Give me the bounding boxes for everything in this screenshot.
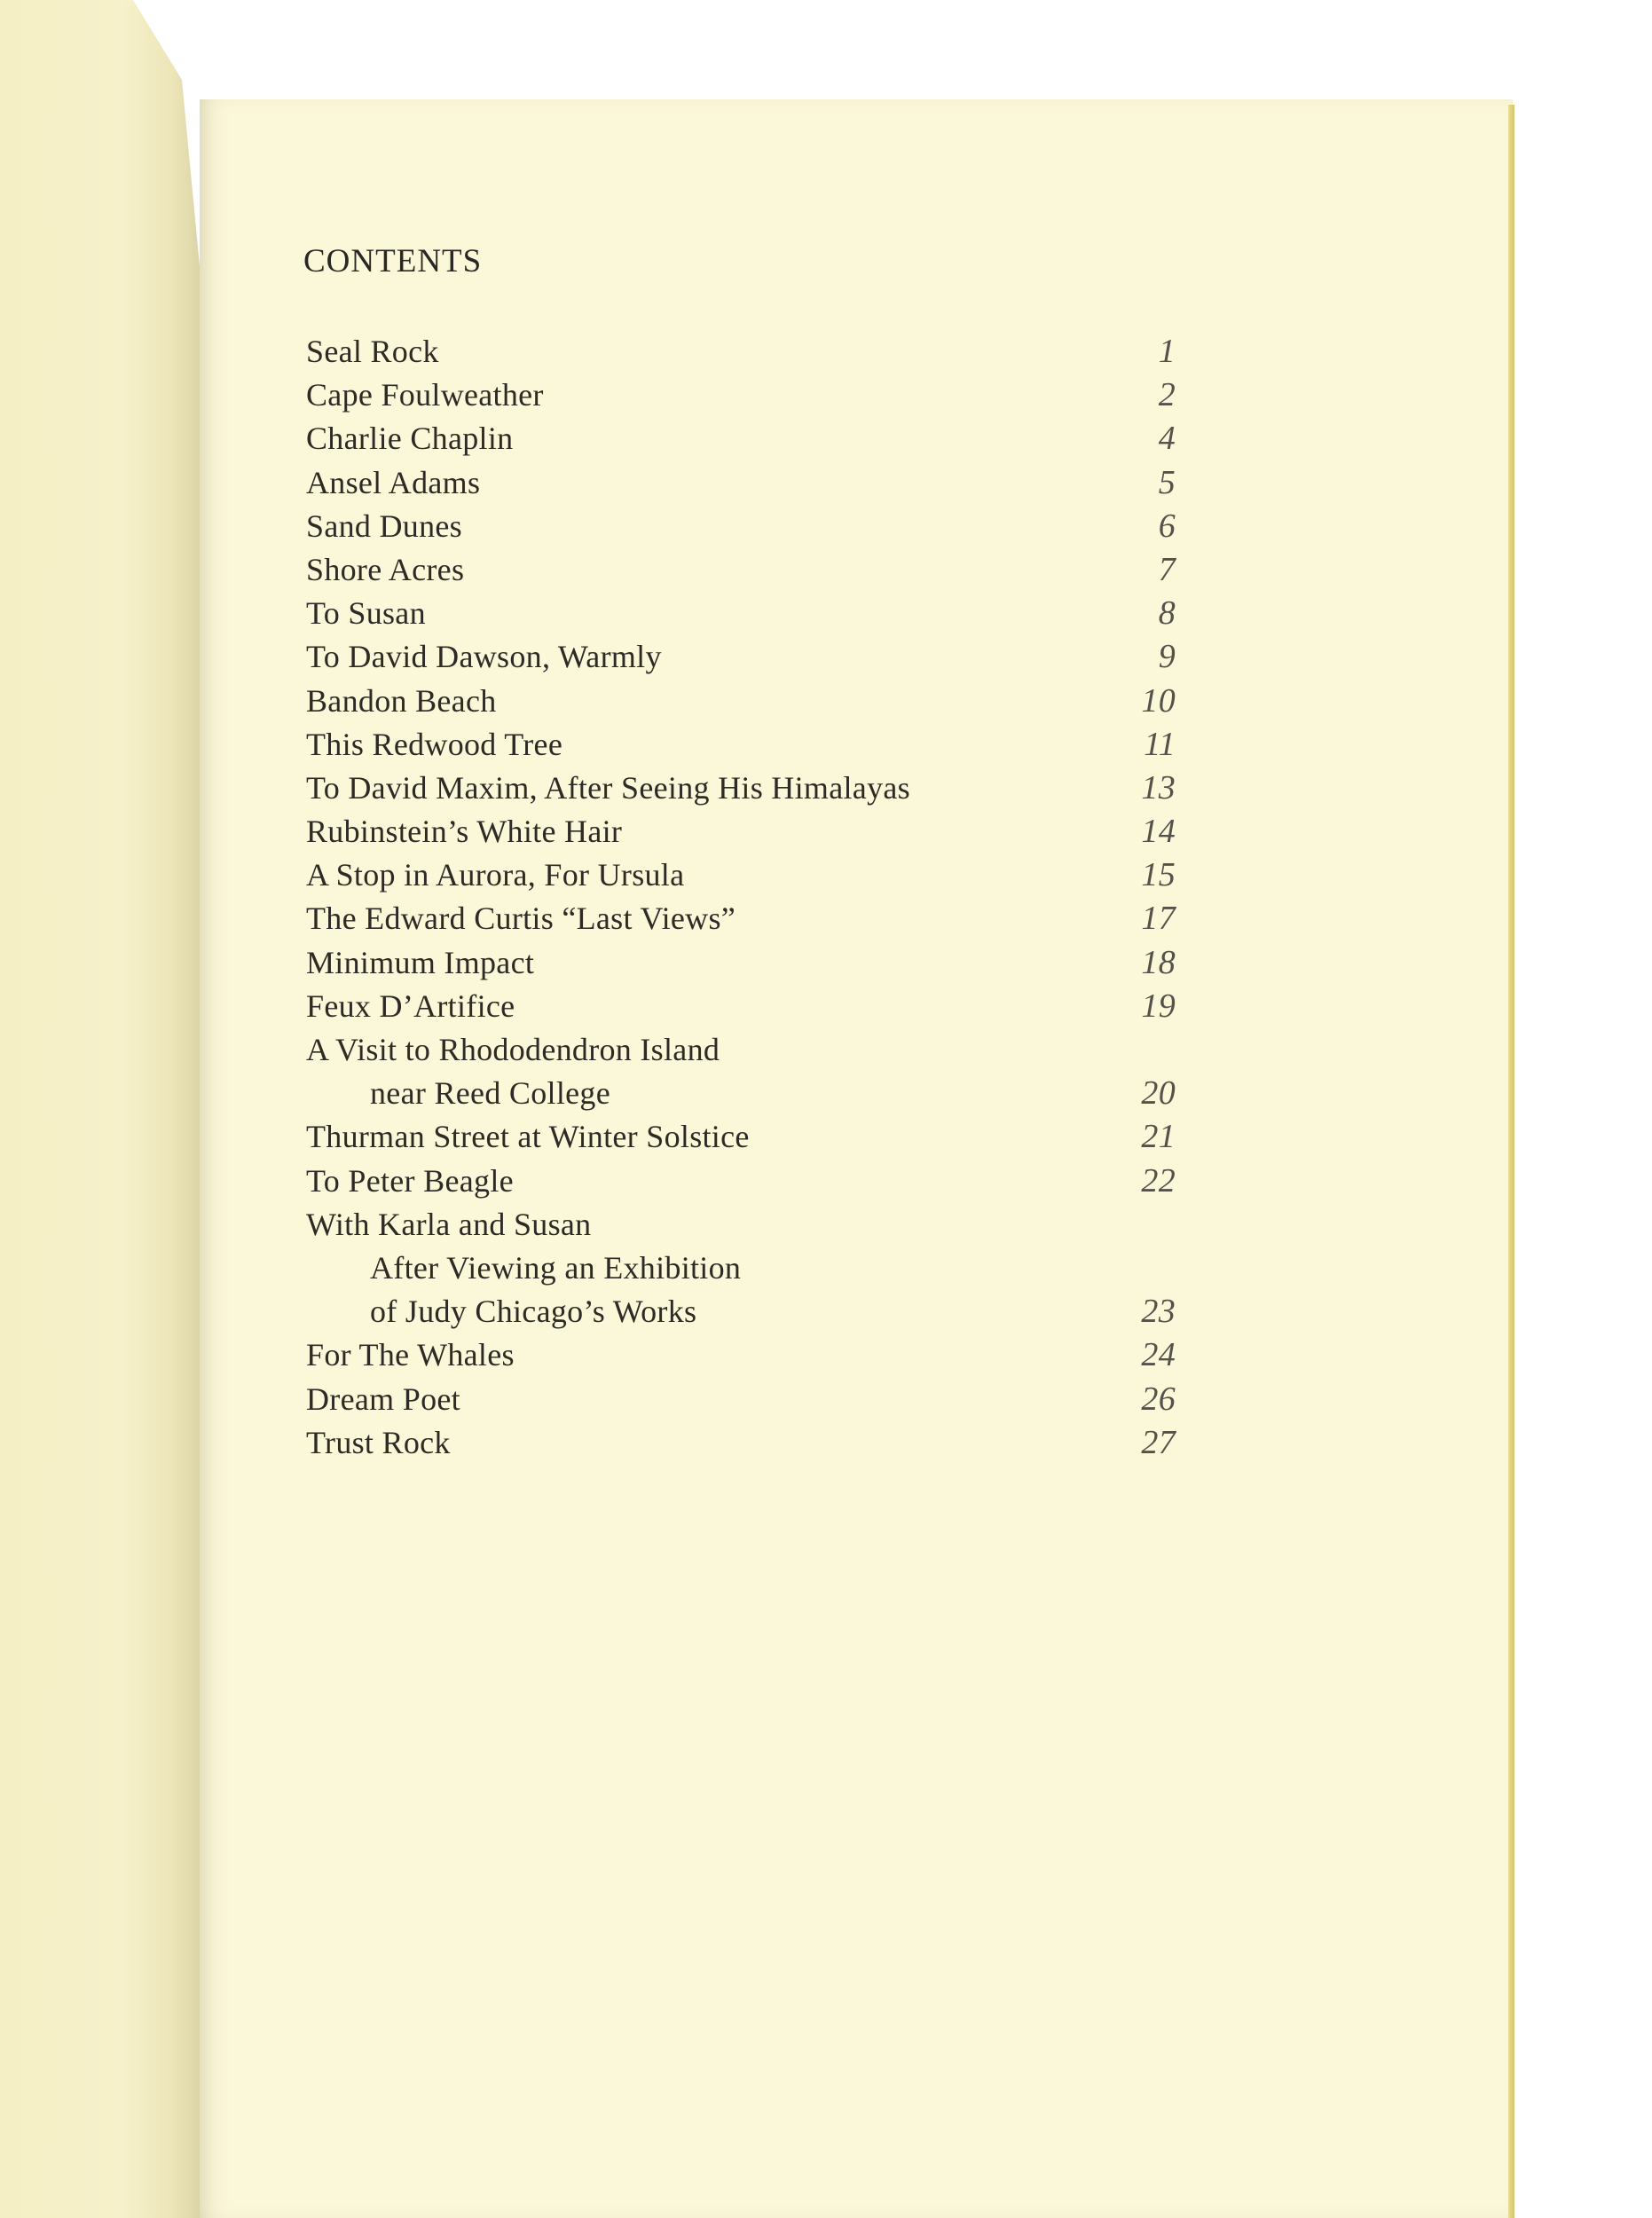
toc-entry-title: Thurman Street at Winter Solstice: [306, 1119, 750, 1155]
toc-entry: [306, 853, 1193, 897]
toc-entry: [306, 548, 1193, 592]
toc-entry-page-number: 5: [1158, 463, 1176, 501]
toc-entry-title: Charlie Chaplin: [306, 421, 514, 457]
toc-entry-title: Trust Rock: [306, 1424, 451, 1460]
toc-entry-title: Rubinstein’s White Hair: [306, 814, 623, 850]
toc-entry: [306, 1028, 1193, 1072]
toc-entry: [306, 723, 1193, 767]
toc-entry: [306, 1290, 1193, 1333]
toc-entry-page-number: 10: [1141, 681, 1176, 720]
toc-entry-title: Ansel Adams: [306, 464, 481, 500]
toc-entry-title: With Karla and Susan: [306, 1206, 592, 1242]
toc-entry-page-number: 1: [1158, 333, 1176, 370]
toc-entry: [306, 680, 1193, 723]
toc-entry-page-number: 21: [1141, 1118, 1176, 1156]
toc-entry-page-number: 8: [1158, 594, 1176, 633]
toc-entry: [306, 941, 1193, 985]
toc-entry-page-number: 4: [1158, 420, 1176, 458]
toc-entry: [306, 1378, 1193, 1421]
toc-entry-title: This Redwood Tree: [306, 726, 563, 762]
toc-entry: [306, 1072, 1193, 1115]
toc-entry-title: A Stop in Aurora, For Ursula: [306, 857, 685, 893]
toc-entry-page-number: 14: [1141, 813, 1176, 851]
toc-entry-page-number: 18: [1141, 943, 1176, 981]
toc-entry-page-number: 27: [1141, 1423, 1176, 1461]
toc-entry-title: Dream Poet: [306, 1380, 460, 1417]
toc-entry-page-number: 22: [1141, 1161, 1176, 1199]
toc-entry-title: Bandon Beach: [306, 682, 497, 719]
toc-entry-title: The Edward Curtis “Last Views”: [306, 901, 736, 937]
toc-entry-title: Cape Foulweather: [306, 377, 544, 413]
toc-entry-page-number: 15: [1141, 856, 1176, 894]
toc-entry-title: To David Dawson, Warmly: [306, 639, 662, 675]
toc-entry: [306, 897, 1193, 940]
contents-heading: CONTENTS: [303, 243, 483, 279]
toc-entry: [306, 592, 1193, 635]
toc-entry: [306, 374, 1193, 417]
toc-entry-page-number: 17: [1141, 900, 1176, 938]
toc-entry: [306, 1421, 1193, 1465]
toc-entry-title: of Judy Chicago’s Works: [370, 1294, 697, 1330]
toc-entry-page-number: 19: [1141, 987, 1176, 1025]
toc-entry: [306, 985, 1193, 1028]
toc-entry-title: To David Maxim, After Seeing His Himalayas: [306, 769, 910, 806]
toc-entry: [306, 1115, 1193, 1159]
toc-entry: [306, 461, 1193, 505]
toc-entry-title: Feux D’Artifice: [306, 987, 515, 1024]
toc-entry-page-number: 23: [1141, 1293, 1176, 1331]
toc-entry-page-number: 2: [1158, 376, 1176, 414]
toc-entry-title: Minimum Impact: [306, 944, 535, 980]
toc-entry: [306, 417, 1193, 460]
left-facing-page: [0, 0, 204, 2218]
toc-entry-title: After Viewing an Exhibition: [370, 1249, 742, 1286]
toc-entry-page-number: 6: [1158, 507, 1176, 545]
toc-entry-title: To Peter Beagle: [306, 1162, 514, 1199]
toc-entry-title: To Susan: [306, 595, 426, 632]
toc-entry: [306, 1160, 1193, 1203]
toc-entry-page-number: 20: [1141, 1074, 1176, 1113]
toc-entry-page-number: 24: [1141, 1336, 1176, 1374]
toc-entry-page-number: 11: [1144, 725, 1176, 763]
toc-entry: [306, 810, 1193, 853]
table-of-contents: [306, 330, 1193, 1465]
toc-entry-page-number: 13: [1141, 768, 1176, 806]
toc-entry-title: Seal Rock: [306, 334, 439, 369]
toc-entry-page-number: 7: [1158, 550, 1176, 588]
toc-entry: [306, 1247, 1193, 1290]
page-edge: [1508, 105, 1514, 2218]
toc-entry-title: For The Whales: [306, 1337, 515, 1373]
toc-entry-page-number: 9: [1158, 638, 1176, 676]
toc-entry-title: A Visit to Rhododendron Island: [306, 1032, 720, 1067]
toc-entry-title: Sand Dunes: [306, 507, 462, 544]
toc-entry: [306, 1333, 1193, 1377]
toc-entry-title: Shore Acres: [306, 551, 465, 587]
toc-entry: [306, 635, 1193, 679]
toc-entry: [306, 767, 1193, 810]
toc-entry-title: near Reed College: [370, 1075, 610, 1112]
toc-entry-page-number: 26: [1141, 1380, 1176, 1418]
toc-entry: [306, 330, 1193, 374]
toc-entry: [306, 1203, 1193, 1247]
toc-entry: [306, 505, 1193, 548]
